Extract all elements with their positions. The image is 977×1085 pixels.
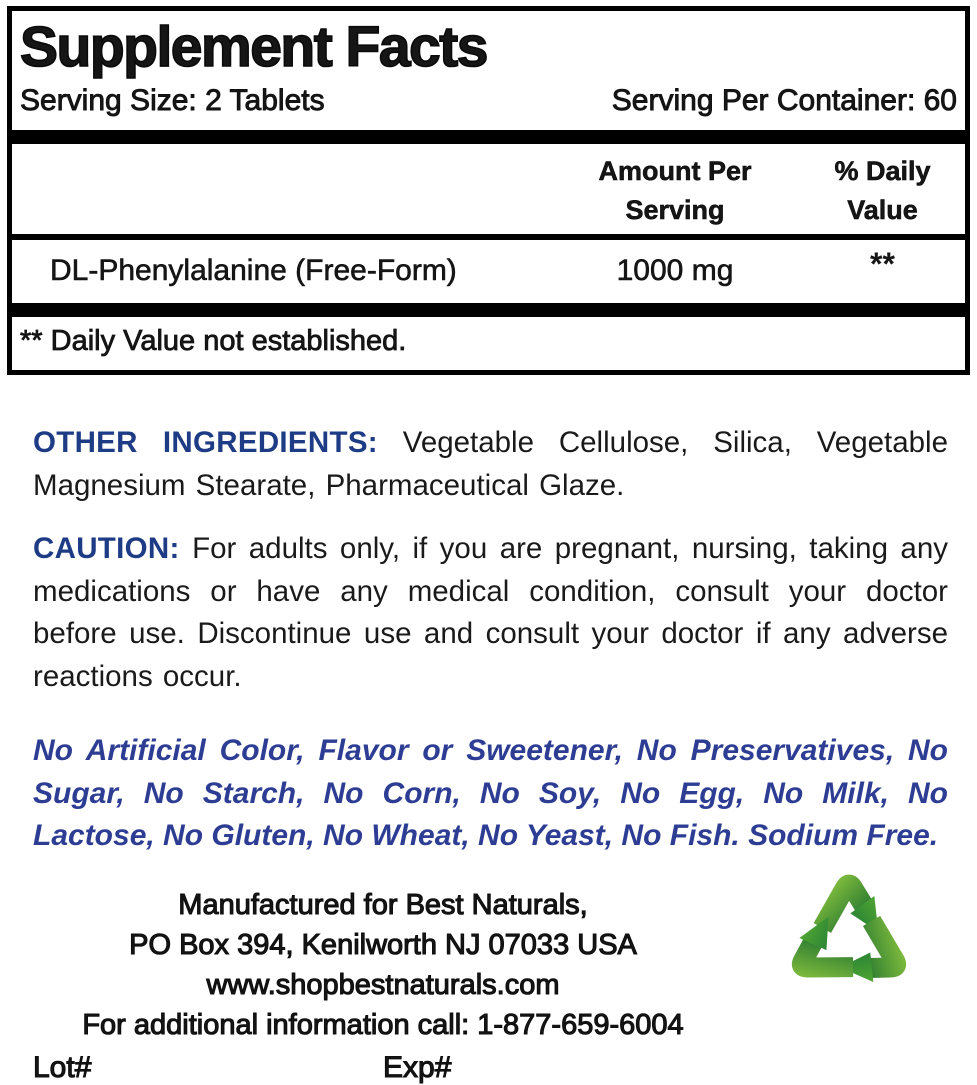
servings-per-container: Serving Per Container: 60 — [611, 84, 957, 117]
column-header-row — [12, 144, 965, 234]
dv-header-line1: % Daily — [834, 156, 931, 186]
supplement-facts-panel — [7, 6, 970, 375]
exp-date-label: Exp# — [383, 1050, 452, 1084]
caution-paragraph — [33, 528, 948, 698]
manufacturer-block — [33, 885, 733, 1045]
daily-value-footnote: ** Daily Value not established. — [20, 325, 407, 358]
caution-text: For adults only, if you are pregnant, nursing, taking any medications or have any medical condition, consult your doctor before use. Discontinue use and consult your doctor if any adverse reactions occur. — [33, 532, 948, 693]
serving-row — [12, 76, 965, 130]
lot-exp-row — [33, 1051, 948, 1085]
ingredient-row — [12, 240, 965, 303]
free-of-claims: No Artificial Color, Flavor or Sweetener, No Preservatives, No Sugar, No Starch, No Corn, No Soy, No Egg, No Milk, No Lactose, No Gluten, No Wheat, No Yeast, No Fish. Sodium Free. — [33, 734, 948, 853]
amount-header-line1: Amount Per — [598, 156, 752, 186]
other-ingredients-label: OTHER INGREDIENTS: — [33, 426, 378, 460]
recycle-icon — [769, 856, 929, 1016]
serving-size: Serving Size: 2 Tablets — [20, 84, 325, 117]
manufacturer-website: www.shopbestnaturals.com — [206, 968, 560, 1001]
ingredient-daily-value: ** — [870, 246, 895, 283]
ingredient-amount: 1000 mg — [616, 253, 734, 287]
manufacturer-line: Manufactured for Best Naturals, — [178, 888, 588, 921]
amount-header-line2: Serving — [625, 195, 725, 226]
header-spacer — [12, 144, 550, 234]
amount-per-serving-header — [550, 144, 800, 234]
caution-label: CAUTION: — [33, 532, 180, 566]
ingredient-name: DL-Phenylalanine (Free-Form) — [50, 253, 457, 287]
daily-value-header — [800, 144, 965, 234]
manufacturer-phone: For additional information call: 1-877-659-6004 — [82, 1008, 684, 1041]
thick-divider-bar-bottom — [12, 303, 965, 317]
panel-title: Supplement Facts — [20, 15, 487, 79]
lot-number-label: Lot# — [33, 1050, 92, 1084]
thick-divider-bar — [12, 130, 965, 144]
dv-header-line2: Value — [847, 195, 918, 226]
manufacturer-address: PO Box 394, Kenilworth NJ 07033 USA — [129, 928, 637, 961]
other-ingredients-text: Vegetable Cellulose, Silica, Vegetable Magnesium Stearate, Pharmaceutical Glaze. — [33, 426, 948, 502]
other-ingredients-paragraph — [33, 422, 948, 507]
